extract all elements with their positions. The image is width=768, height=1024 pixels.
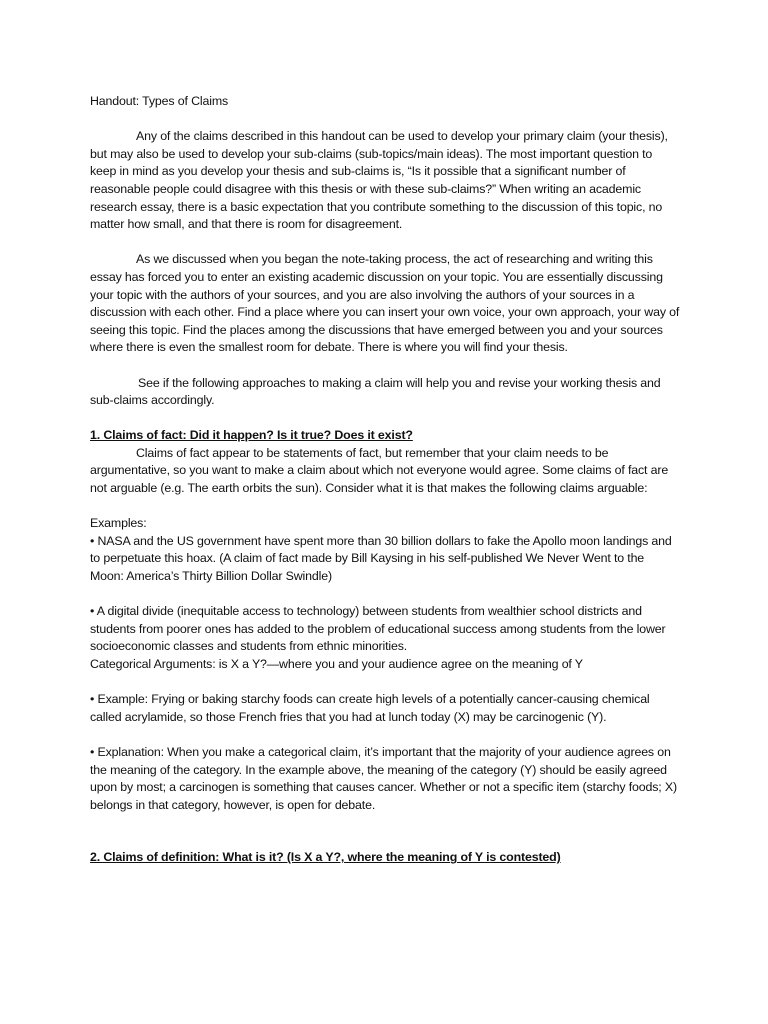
example-2: • A digital divide (inequitable access to technology) between students from wealthier school districts and students from poorer ones has added to the problem of educational success among students from the lower socioeconomic classes and students from ethnic minorities. [90, 604, 666, 654]
handout-page [90, 93, 680, 867]
intro-paragraph-2: As we discussed when you began the note-taking process, the act of researching and writing this essay has forced you to enter an existing academic discussion on your topic. You are essentially discussing your topic with the authors of your sources, and you are also involving the authors of your sources in a discussion with each other. Find a place where you can insert your own voice, your own approach, your way of seeing this topic. Find the places among the discussions that have emerged between you and your sources where there is even the smallest room for debate. There is where you will find your thesis. [90, 252, 680, 355]
intro-paragraph-3: See if the following approaches to making a claim will help you and revise your working thesis and sub-claims accordingly. [90, 375, 661, 408]
categorical-arguments-line: Categorical Arguments: is X a Y?—where you and your audience agree on the meaning of Y [90, 657, 583, 671]
section-1-heading: 1. Claims of fact: Did it happen? Is it true? Does it exist? [90, 428, 413, 443]
section-1-body: Claims of fact appear to be statements of fact, but remember that your claim needs to be argumentative, so you want to make a claim about which not everyone would agree. Some claims of fact are not arguable (e.g. The earth orbits the sun). Consider what it is that makes the following claims arguable: [90, 445, 669, 496]
examples-label: Examples: [90, 516, 147, 531]
document-title: Handout: Types of Claims [90, 94, 229, 108]
section-2-heading: 2. Claims of definition: What is it? (Is X a Y?, where the meaning of Y is contested) [90, 850, 561, 865]
intro-paragraph-1: Any of the claims described in this handout can be used to develop your primary claim (your thesis), but may also be used to develop your sub-claims (sub-topics/main ideas). The most important question to keep in mind as you develop your thesis and sub-claims is, “Is it possible that a significant number of reasonable people could disagree with this thesis or with these sub-claims?” When writing an academic research essay, there is a basic expectation that you contribute something to the discussion of this topic, no matter how small, and that there is room for disagreement. [90, 129, 668, 232]
example-3: • Example: Frying or baking starchy foods can create high levels of a potentially cancer-causing chemical called acrylamide, so those French fries that you had at lunch today (X) may be carcinogenic (Y). [90, 692, 650, 724]
example-1: • NASA and the US government have spent more than 30 billion dollars to fake the Apollo moon landings and to perpetuate this hoax. (A claim of fact made by Bill Kaysing in his self-published We Never Went to the Moon: America’s Thirty Billion Dollar Swindle) [90, 533, 672, 584]
explanation-paragraph: • Explanation: When you make a categorical claim, it’s important that the majority of your audience agrees on the meaning of the category. In the example above, the meaning of the category (Y) should be easily agreed upon by most; a carcinogen is something that causes cancer. Whether or not a specific item (starchy foods; X) belongs in that category, however, is open for debate. [90, 744, 677, 812]
